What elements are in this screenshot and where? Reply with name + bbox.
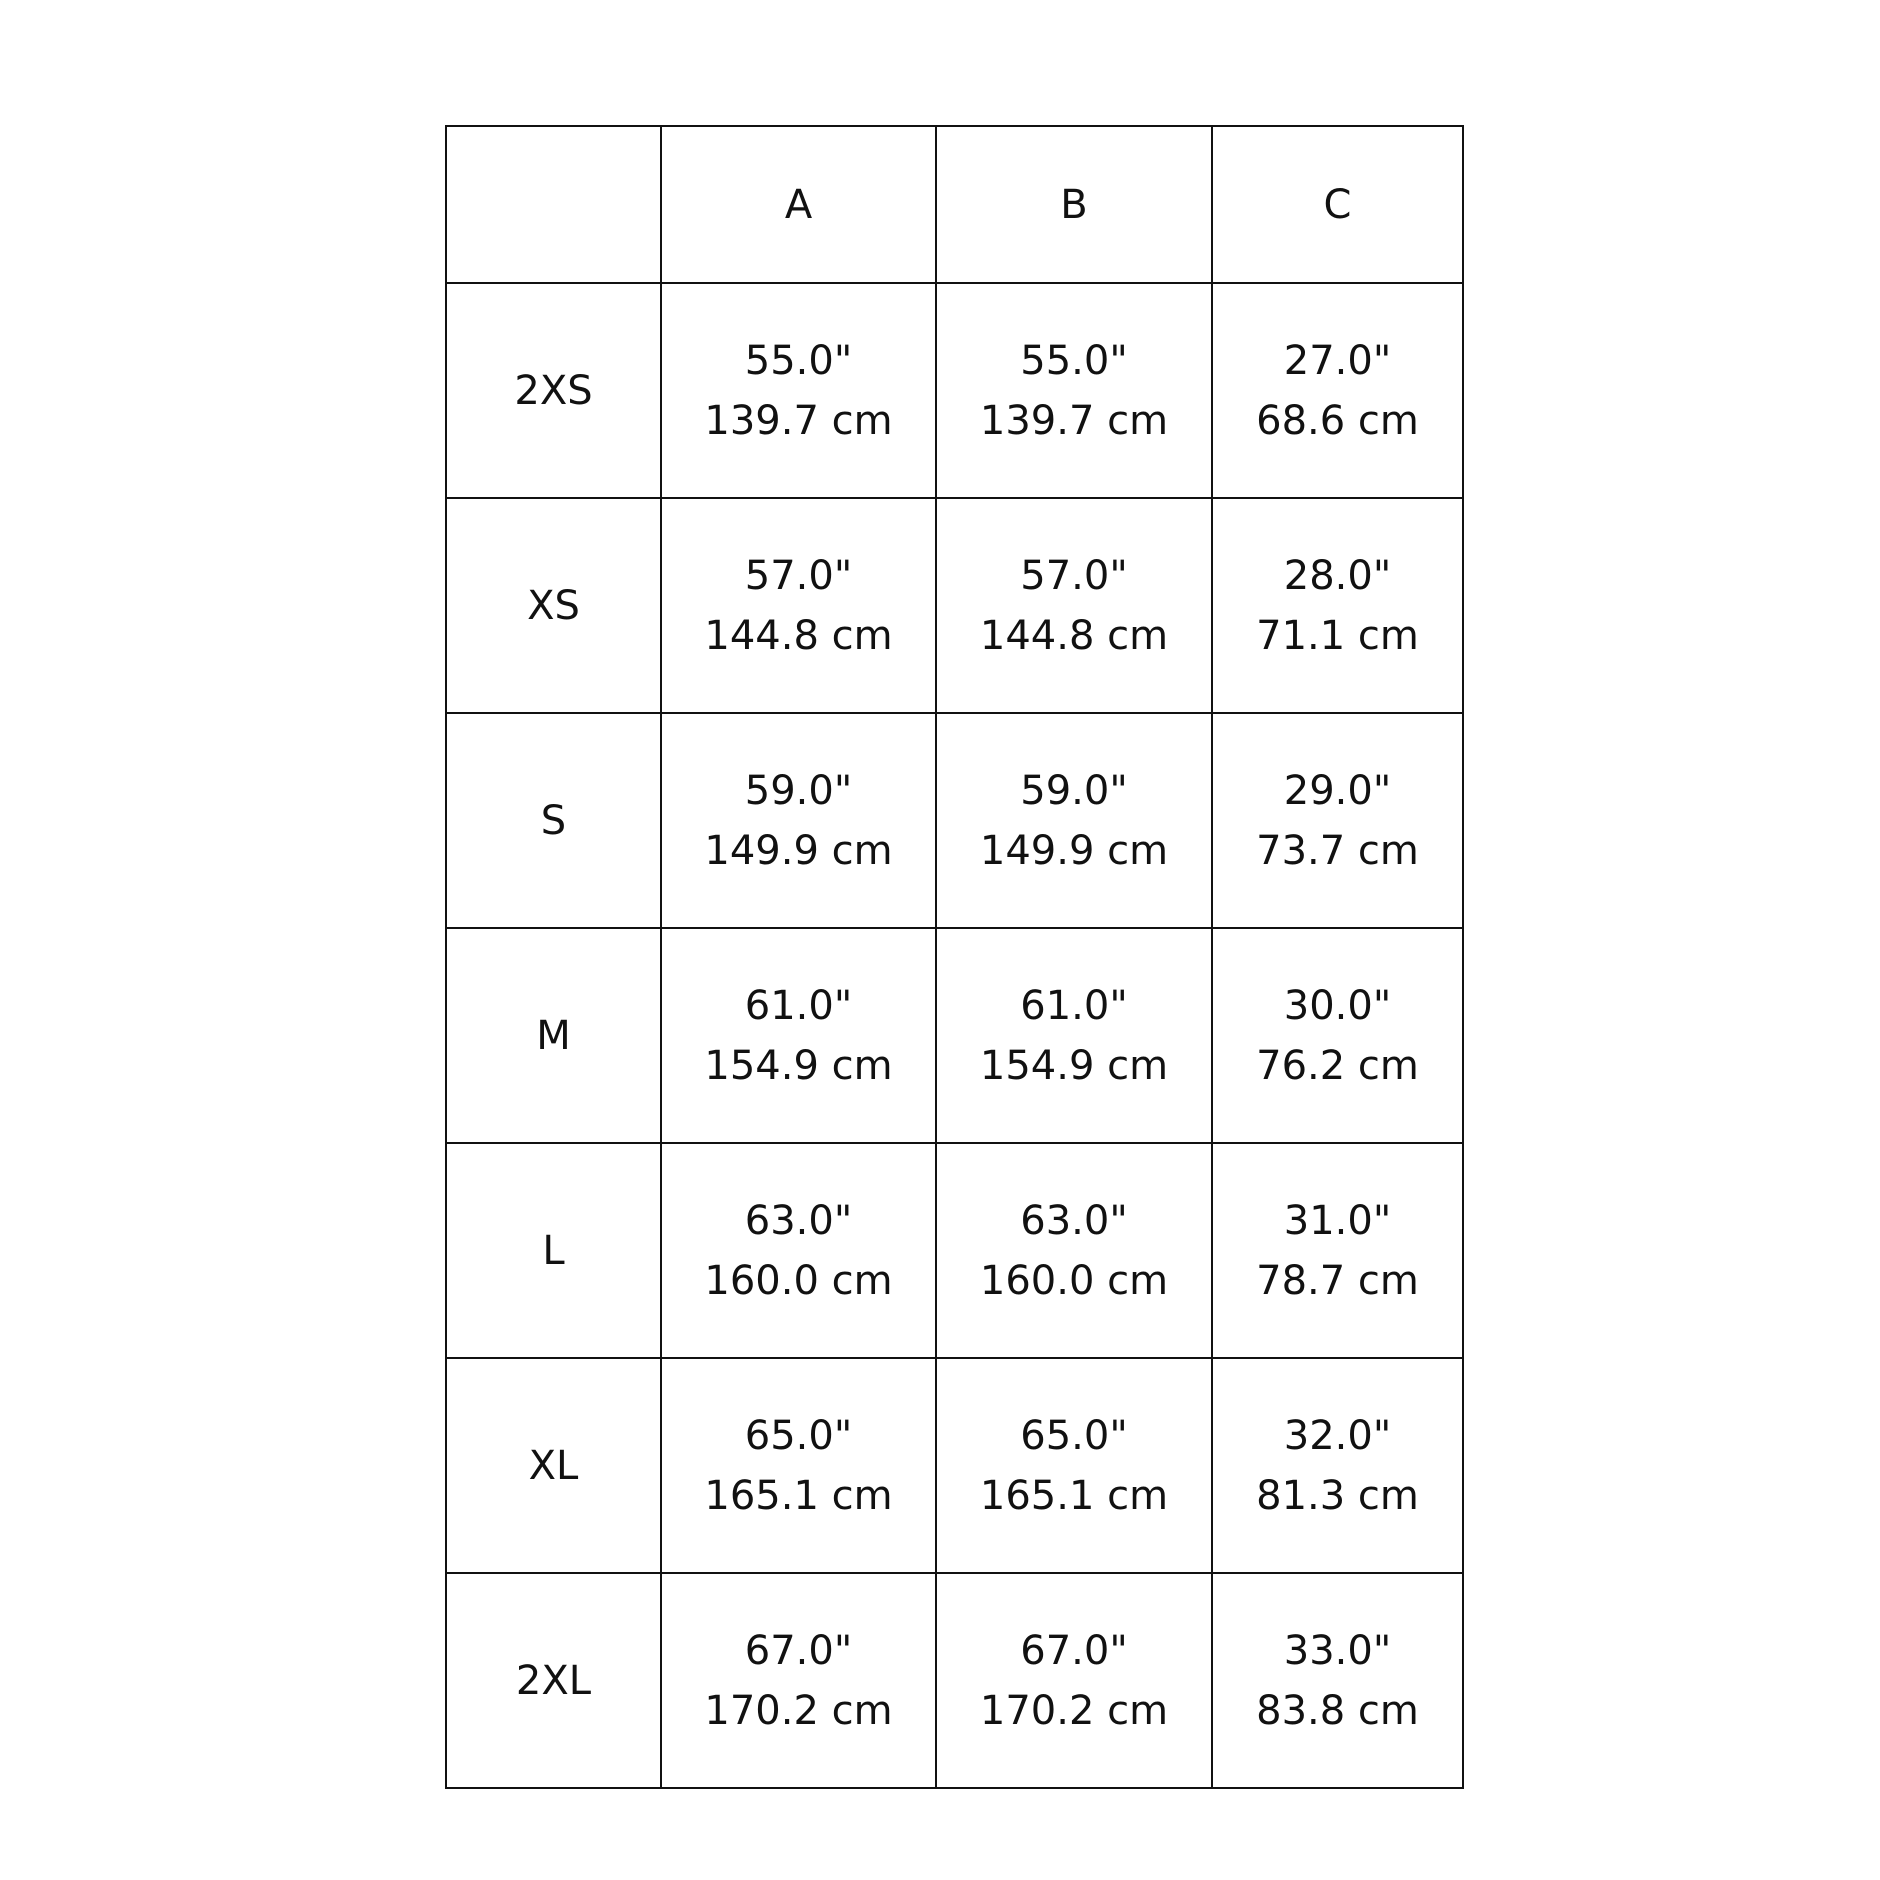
measurement-cell-c bbox=[1212, 283, 1463, 498]
measurement-cell-b bbox=[936, 1358, 1212, 1573]
centimeters-value: 139.7 cm bbox=[979, 397, 1169, 444]
inches-value: 28.0" bbox=[1283, 552, 1392, 599]
inches-value: 55.0" bbox=[1020, 337, 1128, 384]
measurement-cell-b bbox=[936, 283, 1212, 498]
measurement-cell-c bbox=[1212, 713, 1463, 928]
inches-value: 63.0" bbox=[1020, 1197, 1128, 1244]
size-chart-table bbox=[445, 125, 1464, 1789]
inches-value: 27.0" bbox=[1283, 337, 1392, 384]
size-label-cell: XL bbox=[446, 1358, 661, 1573]
centimeters-value: 83.8 cm bbox=[1256, 1687, 1419, 1734]
inches-value: 61.0" bbox=[744, 982, 853, 1029]
size-label-cell: L bbox=[446, 1143, 661, 1358]
table-row bbox=[446, 498, 1463, 713]
size-label-cell: 2XS bbox=[446, 283, 661, 498]
size-label-cell: 2XL bbox=[446, 1573, 661, 1788]
centimeters-value: 154.9 cm bbox=[979, 1042, 1169, 1089]
inches-value: 65.0" bbox=[1020, 1412, 1128, 1459]
measurement-cell-c bbox=[1212, 1573, 1463, 1788]
measurement-cell-b bbox=[936, 928, 1212, 1143]
centimeters-value: 149.9 cm bbox=[979, 827, 1169, 874]
header-cell-b: B bbox=[936, 126, 1212, 283]
header-corner-cell bbox=[446, 126, 661, 283]
centimeters-value: 170.2 cm bbox=[704, 1687, 893, 1734]
table-row bbox=[446, 1573, 1463, 1788]
inches-value: 55.0" bbox=[744, 337, 853, 384]
header-cell-a: A bbox=[661, 126, 936, 283]
table-row bbox=[446, 1143, 1463, 1358]
centimeters-value: 165.1 cm bbox=[979, 1472, 1169, 1519]
measurement-cell-a bbox=[661, 1573, 936, 1788]
centimeters-value: 144.8 cm bbox=[704, 612, 893, 659]
measurement-cell-a bbox=[661, 498, 936, 713]
inches-value: 31.0" bbox=[1283, 1197, 1392, 1244]
measurement-cell-a bbox=[661, 1143, 936, 1358]
centimeters-value: 71.1 cm bbox=[1256, 612, 1419, 659]
measurement-cell-a bbox=[661, 1358, 936, 1573]
centimeters-value: 149.9 cm bbox=[704, 827, 893, 874]
measurement-cell-b bbox=[936, 713, 1212, 928]
header-cell-c: C bbox=[1212, 126, 1463, 283]
centimeters-value: 160.0 cm bbox=[979, 1257, 1169, 1304]
inches-value: 59.0" bbox=[744, 767, 853, 814]
inches-value: 32.0" bbox=[1283, 1412, 1392, 1459]
size-label-cell: M bbox=[446, 928, 661, 1143]
centimeters-value: 170.2 cm bbox=[979, 1687, 1169, 1734]
centimeters-value: 154.9 cm bbox=[704, 1042, 893, 1089]
measurement-cell-a bbox=[661, 928, 936, 1143]
table-row bbox=[446, 283, 1463, 498]
centimeters-value: 160.0 cm bbox=[704, 1257, 893, 1304]
centimeters-value: 76.2 cm bbox=[1256, 1042, 1419, 1089]
inches-value: 67.0" bbox=[1020, 1627, 1128, 1674]
inches-value: 61.0" bbox=[1020, 982, 1128, 1029]
centimeters-value: 78.7 cm bbox=[1256, 1257, 1419, 1304]
size-label-cell: XS bbox=[446, 498, 661, 713]
centimeters-value: 165.1 cm bbox=[704, 1472, 893, 1519]
inches-value: 30.0" bbox=[1283, 982, 1392, 1029]
inches-value: 57.0" bbox=[744, 552, 853, 599]
measurement-cell-c bbox=[1212, 498, 1463, 713]
inches-value: 33.0" bbox=[1283, 1627, 1392, 1674]
centimeters-value: 68.6 cm bbox=[1256, 397, 1419, 444]
measurement-cell-a bbox=[661, 283, 936, 498]
inches-value: 67.0" bbox=[744, 1627, 853, 1674]
measurement-cell-c bbox=[1212, 1358, 1463, 1573]
centimeters-value: 144.8 cm bbox=[979, 612, 1169, 659]
inches-value: 63.0" bbox=[744, 1197, 853, 1244]
measurement-cell-c bbox=[1212, 1143, 1463, 1358]
measurement-cell-b bbox=[936, 1573, 1212, 1788]
table-row bbox=[446, 928, 1463, 1143]
table-row bbox=[446, 1358, 1463, 1573]
table-row bbox=[446, 713, 1463, 928]
measurement-cell-c bbox=[1212, 928, 1463, 1143]
measurement-cell-b bbox=[936, 1143, 1212, 1358]
inches-value: 65.0" bbox=[744, 1412, 853, 1459]
measurement-cell-a bbox=[661, 713, 936, 928]
header-row bbox=[446, 126, 1463, 283]
centimeters-value: 81.3 cm bbox=[1256, 1472, 1419, 1519]
inches-value: 57.0" bbox=[1020, 552, 1128, 599]
inches-value: 29.0" bbox=[1283, 767, 1392, 814]
measurement-cell-b bbox=[936, 498, 1212, 713]
table-body bbox=[446, 283, 1463, 1788]
size-label-cell: S bbox=[446, 713, 661, 928]
inches-value: 59.0" bbox=[1020, 767, 1128, 814]
centimeters-value: 73.7 cm bbox=[1256, 827, 1419, 874]
centimeters-value: 139.7 cm bbox=[704, 397, 893, 444]
